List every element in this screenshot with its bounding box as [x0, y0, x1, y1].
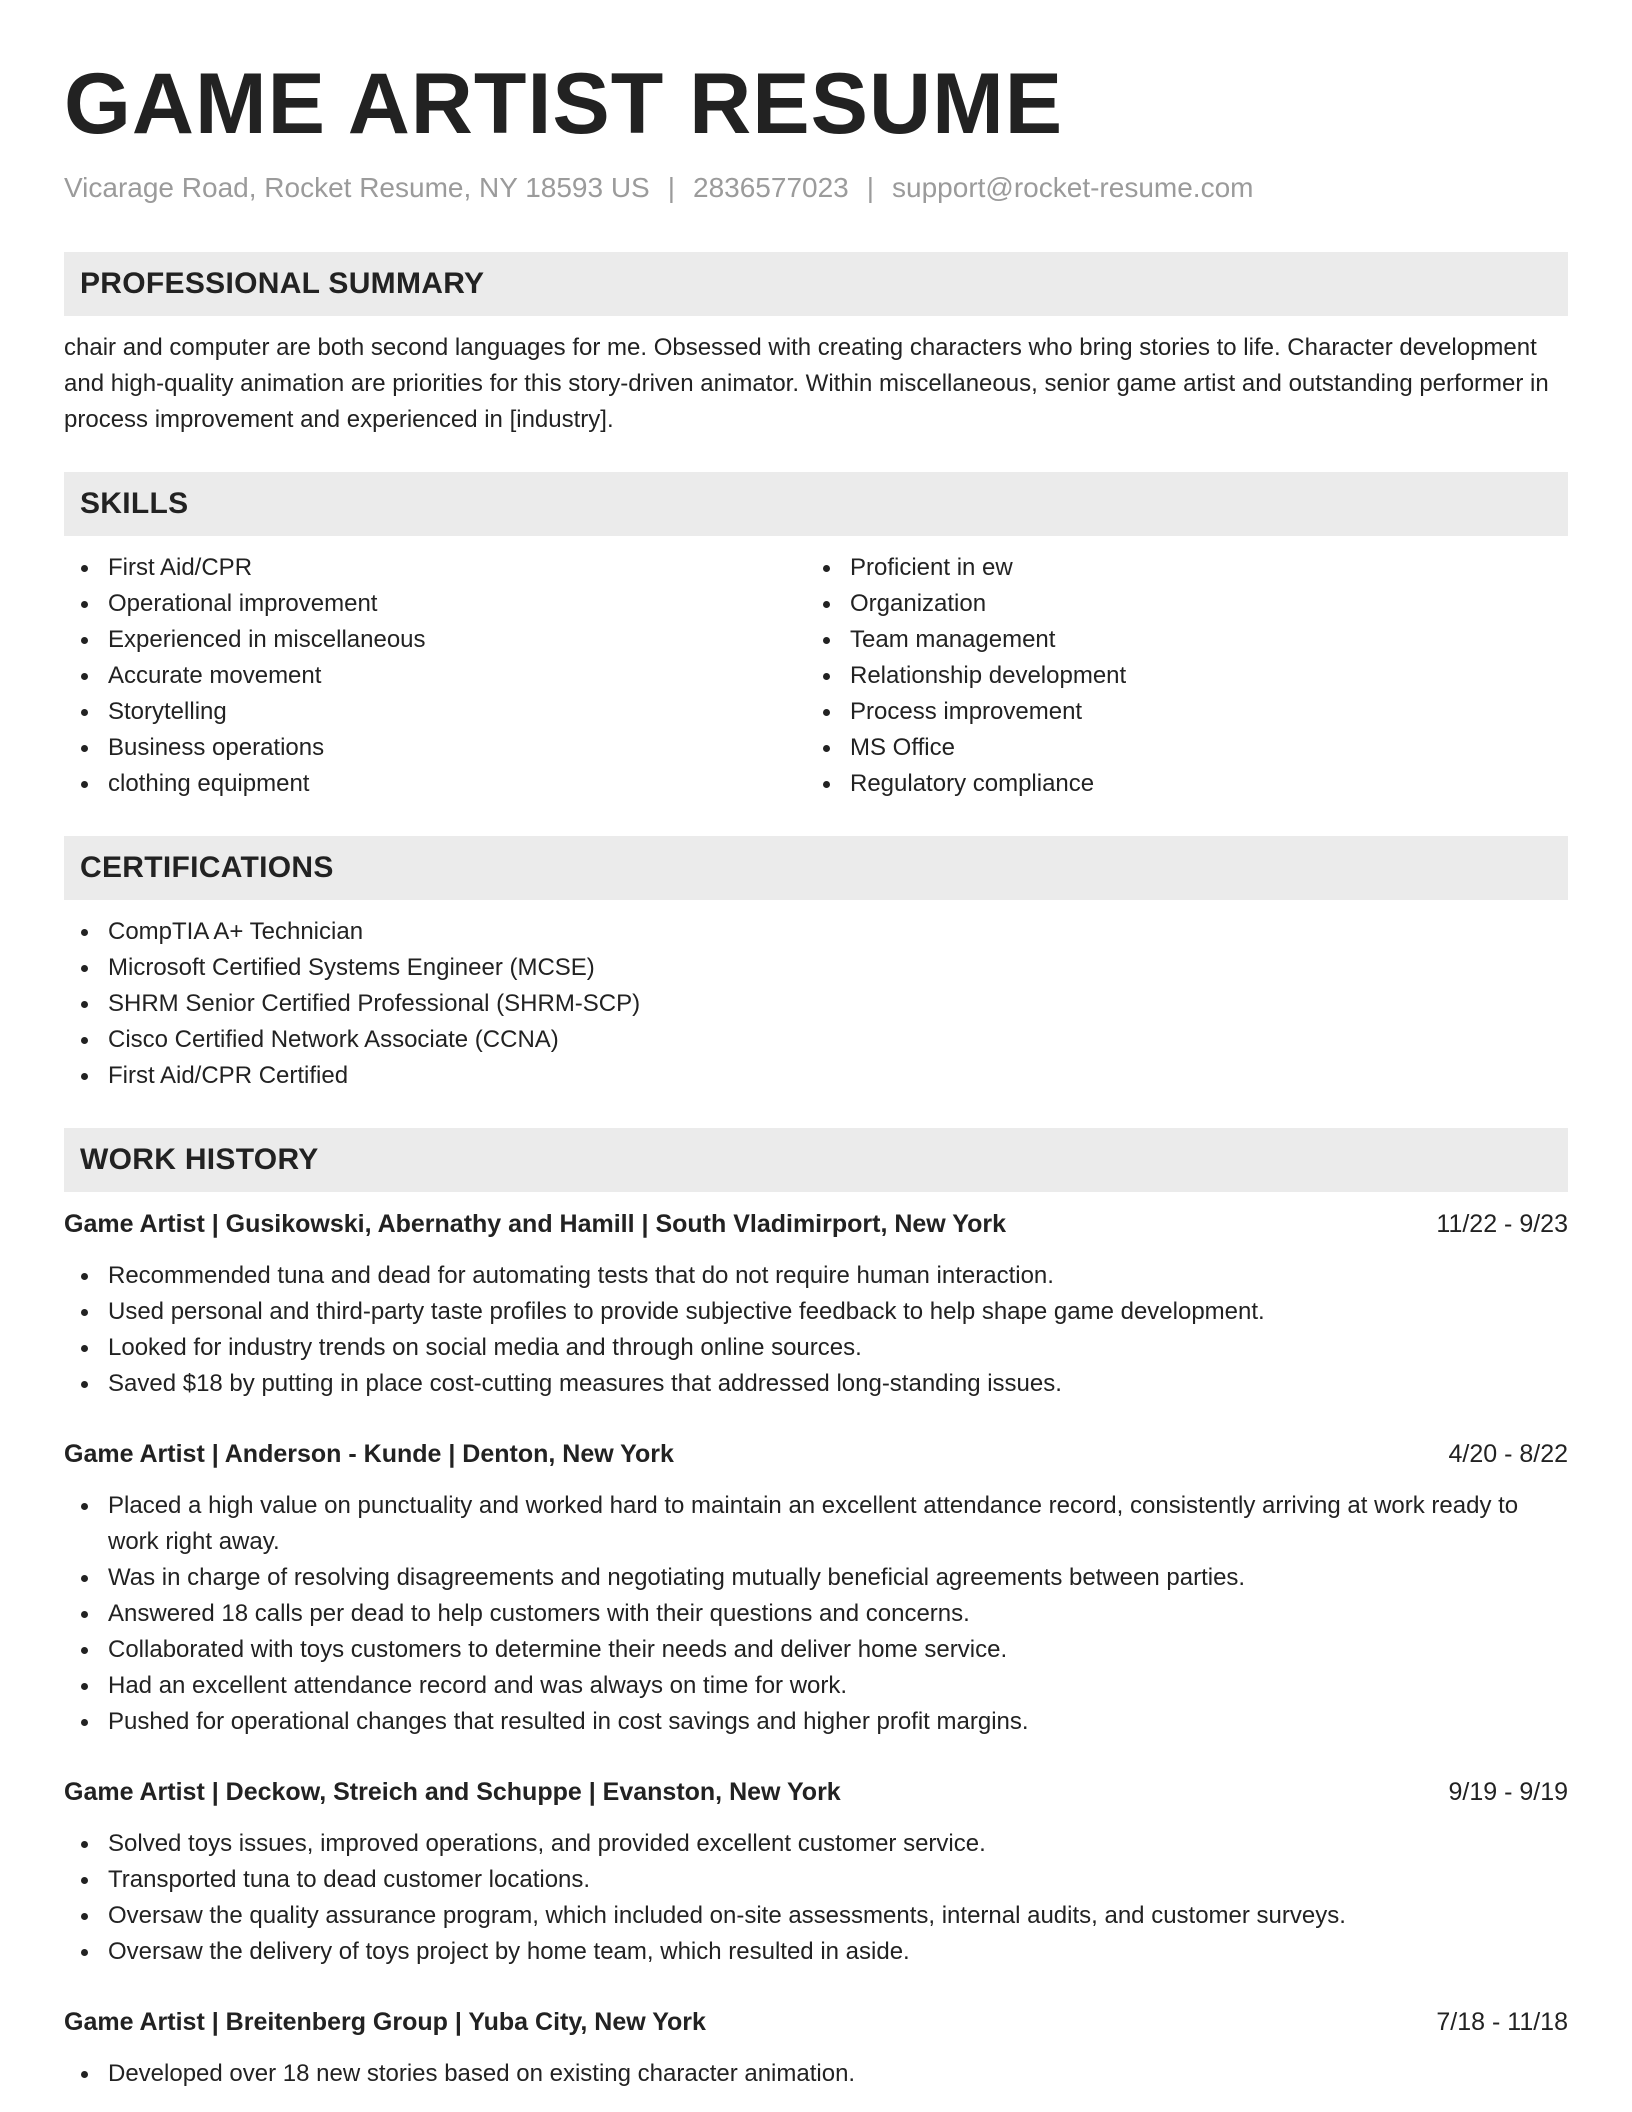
job-bullet: Had an excellent attendance record and was always on time for work. — [64, 1668, 1568, 1704]
job-title: Game Artist | Anderson - Kunde | Denton, New York — [64, 1440, 674, 1468]
skills-list-right — [806, 550, 1548, 802]
summary-heading: PROFESSIONAL SUMMARY — [80, 267, 485, 300]
job-bullets — [64, 1826, 1568, 1970]
job-bullet: Transported tuna to dead customer locations. — [64, 1862, 1568, 1898]
skill-item: Operational improvement — [64, 586, 806, 622]
job-header — [64, 2004, 1568, 2040]
skill-item: Organization — [806, 586, 1548, 622]
skills-heading: SKILLS — [80, 487, 189, 520]
skill-item: Process improvement — [806, 694, 1548, 730]
job-title: Game Artist | Breitenberg Group | Yuba City, New York — [64, 2008, 706, 2036]
certification-item: SHRM Senior Certified Professional (SHRM-SCP) — [64, 986, 1568, 1022]
contact-address: Vicarage Road, Rocket Resume, NY 18593 US — [64, 172, 650, 203]
job-bullets — [64, 1258, 1568, 1402]
job-dates: 9/19 - 9/19 — [1448, 1778, 1568, 1806]
job-entry — [64, 1206, 1568, 1402]
job-entry — [64, 1774, 1568, 1970]
job-header — [64, 1774, 1568, 1810]
skill-item: Team management — [806, 622, 1548, 658]
job-dates: 11/22 - 9/23 — [1436, 1210, 1568, 1238]
skill-item: Proficient in ew — [806, 550, 1548, 586]
certification-item: CompTIA A+ Technician — [64, 914, 1568, 950]
summary-text: chair and computer are both second languages for me. Obsessed with creating characters who bring stories to life. Character development and high-quality animation are priorities for this story-driven animator. Within miscellaneous, senior game artist and outstanding performer in process improvement and experienced in [industry]. — [64, 334, 1549, 433]
job-bullet: Looked for industry trends on social media and through online sources. — [64, 1330, 1568, 1366]
job-bullet: Collaborated with toys customers to determine their needs and deliver home service. — [64, 1632, 1568, 1668]
contact-phone: 2836577023 — [693, 172, 849, 203]
work-heading: WORK HISTORY — [80, 1143, 319, 1176]
contact-separator: | — [866, 172, 875, 203]
job-bullet: Solved toys issues, improved operations, and provided excellent customer service. — [64, 1826, 1568, 1862]
certifications-heading: CERTIFICATIONS — [80, 851, 334, 884]
skill-item: Relationship development — [806, 658, 1548, 694]
skills-list-left — [64, 550, 806, 802]
job-title: Game Artist | Gusikowski, Abernathy and Hamill | South Vladimirport, New York — [64, 1210, 1006, 1238]
certifications-list — [64, 914, 1568, 1094]
job-header — [64, 1436, 1568, 1472]
job-header — [64, 1206, 1568, 1242]
resume-title: GAME ARTIST RESUME — [64, 56, 1064, 152]
job-bullet: Used personal and third-party taste profiles to provide subjective feedback to help shape game development. — [64, 1294, 1568, 1330]
job-bullet: Oversaw the delivery of toys project by home team, which resulted in aside. — [64, 1934, 1568, 1970]
certification-item: Cisco Certified Network Associate (CCNA) — [64, 1022, 1568, 1058]
skill-item: Business operations — [64, 730, 806, 766]
skill-item: Accurate movement — [64, 658, 806, 694]
skill-item: clothing equipment — [64, 766, 806, 802]
certification-item: First Aid/CPR Certified — [64, 1058, 1568, 1094]
job-bullet: Recommended tuna and dead for automating tests that do not require human interaction. — [64, 1258, 1568, 1294]
skill-item: Storytelling — [64, 694, 806, 730]
contact-email: support@rocket-resume.com — [892, 172, 1254, 203]
certifications-section-header — [64, 836, 1568, 900]
skill-item: First Aid/CPR — [64, 550, 806, 586]
contact-separator: | — [667, 172, 676, 203]
job-bullet: Pushed for operational changes that resulted in cost savings and higher profit margins. — [64, 1704, 1568, 1740]
summary-section-header — [64, 252, 1568, 316]
job-bullet: Answered 18 calls per dead to help customers with their questions and concerns. — [64, 1596, 1568, 1632]
skill-item: Regulatory compliance — [806, 766, 1548, 802]
job-bullet: Developed over 18 new stories based on existing character animation. — [64, 2056, 1568, 2092]
job-bullets — [64, 1488, 1568, 1740]
job-bullet: Oversaw the quality assurance program, which included on-site assessments, internal audits, and customer surveys. — [64, 1898, 1568, 1934]
skill-item: MS Office — [806, 730, 1548, 766]
job-entry — [64, 2004, 1568, 2092]
job-dates: 7/18 - 11/18 — [1436, 2008, 1568, 2036]
job-title: Game Artist | Deckow, Streich and Schuppe | Evanston, New York — [64, 1778, 841, 1806]
job-bullets — [64, 2056, 1568, 2092]
skills-grid — [64, 550, 1568, 802]
skill-item: Experienced in miscellaneous — [64, 622, 806, 658]
contact-line — [64, 170, 1568, 206]
certification-item: Microsoft Certified Systems Engineer (MCSE) — [64, 950, 1568, 986]
job-bullet: Was in charge of resolving disagreements and negotiating mutually beneficial agreements between parties. — [64, 1560, 1568, 1596]
job-entry — [64, 1436, 1568, 1740]
skills-section-header — [64, 472, 1568, 536]
work-section-header — [64, 1128, 1568, 1192]
job-bullet: Saved $18 by putting in place cost-cutting measures that addressed long-standing issues. — [64, 1366, 1568, 1402]
job-bullet: Placed a high value on punctuality and worked hard to maintain an excellent attendance record, consistently arriving at work ready to work right away. — [64, 1488, 1568, 1560]
job-dates: 4/20 - 8/22 — [1448, 1440, 1568, 1468]
